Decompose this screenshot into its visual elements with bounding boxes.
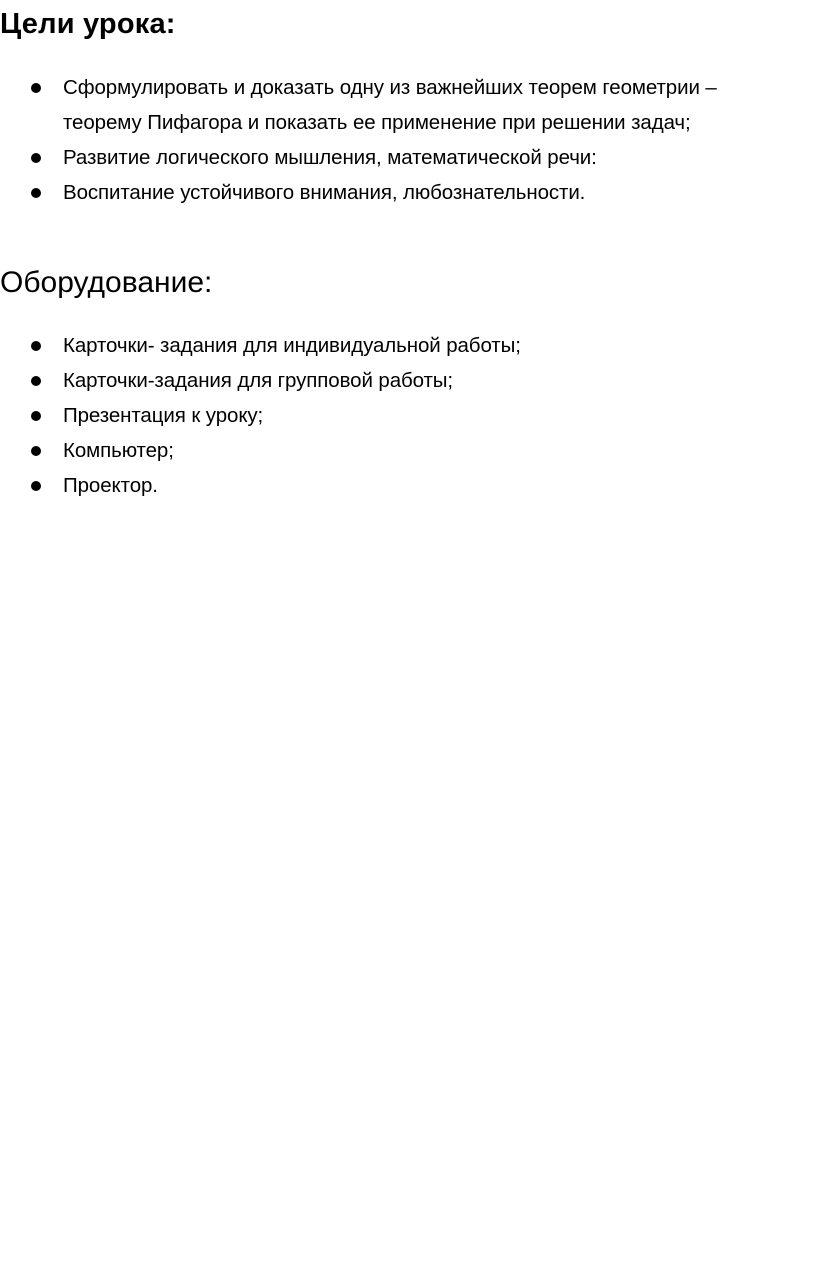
- goal-text: Развитие логического мышления, математической речи:: [63, 146, 597, 169]
- goals-list: [0, 70, 800, 210]
- equipment-list: [0, 328, 800, 503]
- equipment-text: Карточки-задания для групповой работы;: [63, 369, 454, 392]
- bullet-icon: [31, 83, 41, 93]
- equipment-heading: Оборудование:: [0, 266, 213, 299]
- list-item: [0, 140, 800, 175]
- bullet-icon: [31, 376, 41, 386]
- equipment-text: Компьютер;: [63, 439, 174, 462]
- goal-text: Воспитание устойчивого внимания, любознательности.: [63, 181, 586, 204]
- bullet-icon: [31, 446, 41, 456]
- bullet-icon: [31, 411, 41, 421]
- list-item: [0, 433, 800, 468]
- list-item: [0, 468, 800, 503]
- list-item: [0, 398, 800, 433]
- bullet-icon: [31, 481, 41, 491]
- list-item: [0, 328, 800, 363]
- list-item: [0, 175, 800, 210]
- bullet-icon: [31, 188, 41, 198]
- list-item: [0, 70, 800, 140]
- bullet-icon: [31, 153, 41, 163]
- goals-heading: Цели урока:: [0, 8, 176, 40]
- equipment-text: Презентация к уроку;: [63, 404, 264, 427]
- list-item: [0, 363, 800, 398]
- equipment-text: Карточки- задания для индивидуальной работы;: [63, 334, 521, 357]
- equipment-text: Проектор.: [63, 474, 158, 497]
- bullet-icon: [31, 341, 41, 351]
- goal-text: Сформулировать и доказать одну из важнейших теорем геометрии – теорему Пифагора и показать ее применение при решении задач;: [63, 76, 717, 134]
